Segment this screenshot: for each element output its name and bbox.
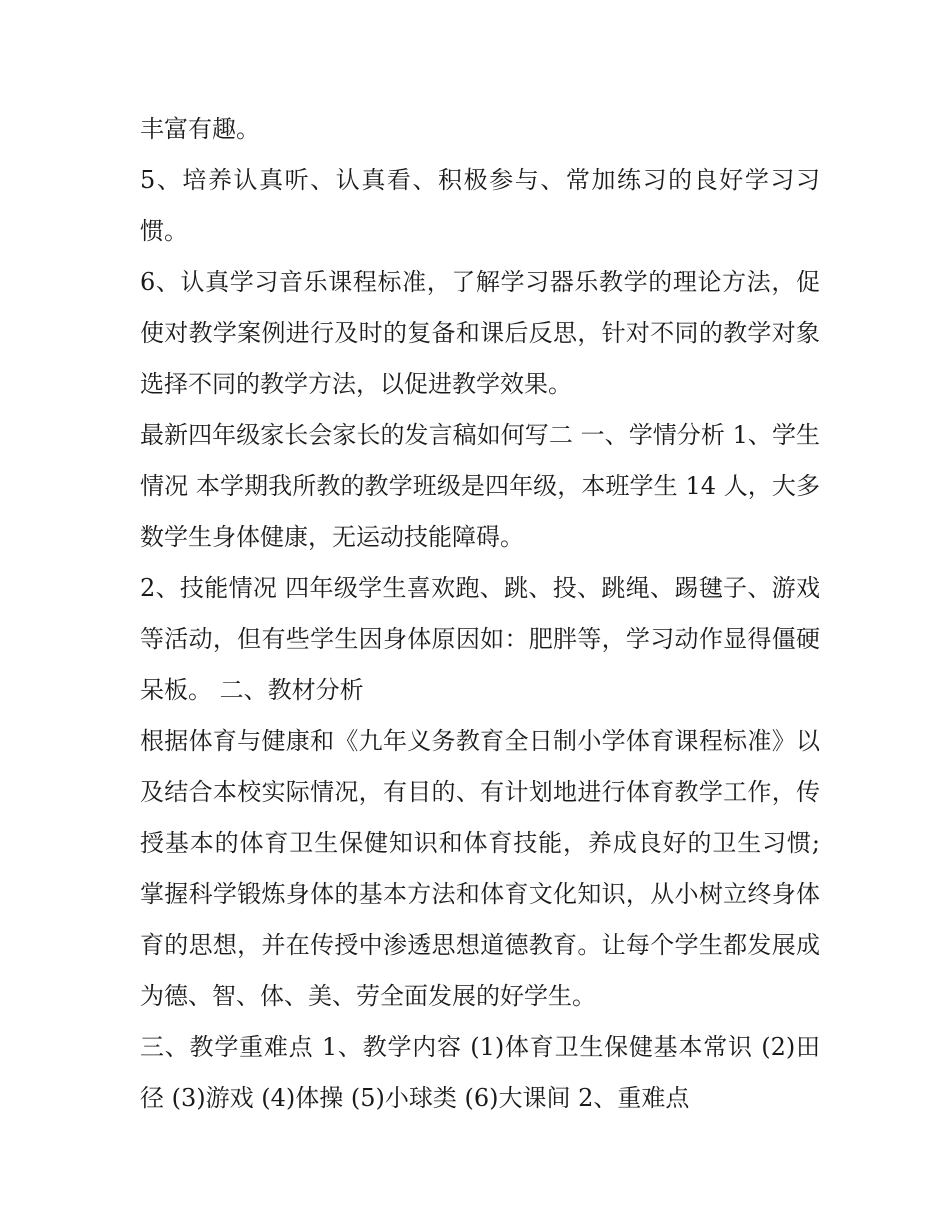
paragraph-student-analysis: 最新四年级家长会家长的发言稿如何写二 一、学情分析 1、学生情况 本学期我所教的教学班级是四年级，本班学生 14 人，大多数学生身体健康，无运动技能障碍。 (140, 421, 820, 551)
paragraph-textbook-analysis: 根据体育与健康和《九年义务教育全日制小学体育课程标准》以及结合本校实际情况，有目的、有计划地进行体育教学工作，传授基本的体育卫生保健知识和体育技能，养成良好的卫生习惯;掌握科学锻炼身体的基本方法和体育文化知识，从小树立终身体育的思想，并在传授中渗透思想道德教育。让每个学生都发展成为德、智、体、美、劳全面发展的好学生。 (140, 727, 820, 1010)
document-body (140, 104, 820, 1124)
paragraph-key-points: 三、教学重难点 1、教学内容 (1)体育卫生保健基本常识 (2)田径 (3)游戏 (4)体操 (5)小球类 (6)大课间 2、重难点 (140, 1033, 820, 1112)
paragraph-skill-analysis: 2、技能情况 四年级学生喜欢跑、跳、投、跳绳、踢毽子、游戏等活动，但有些学生因身体原因如：肥胖等，学习动作显得僵硬呆板。 二、教材分析 (140, 574, 820, 704)
paragraph-item-6: 6、认真学习音乐课程标准，了解学习器乐教学的理论方法，促使对教学案例进行及时的复备和课后反思，针对不同的教学对象选择不同的教学方法，以促进教学效果。 (140, 268, 820, 398)
paragraph-item-5: 5、培养认真听、认真看、积极参与、常加练习的良好学习习惯。 (140, 166, 820, 245)
paragraph-continuation: 丰富有趣。 (140, 115, 260, 143)
